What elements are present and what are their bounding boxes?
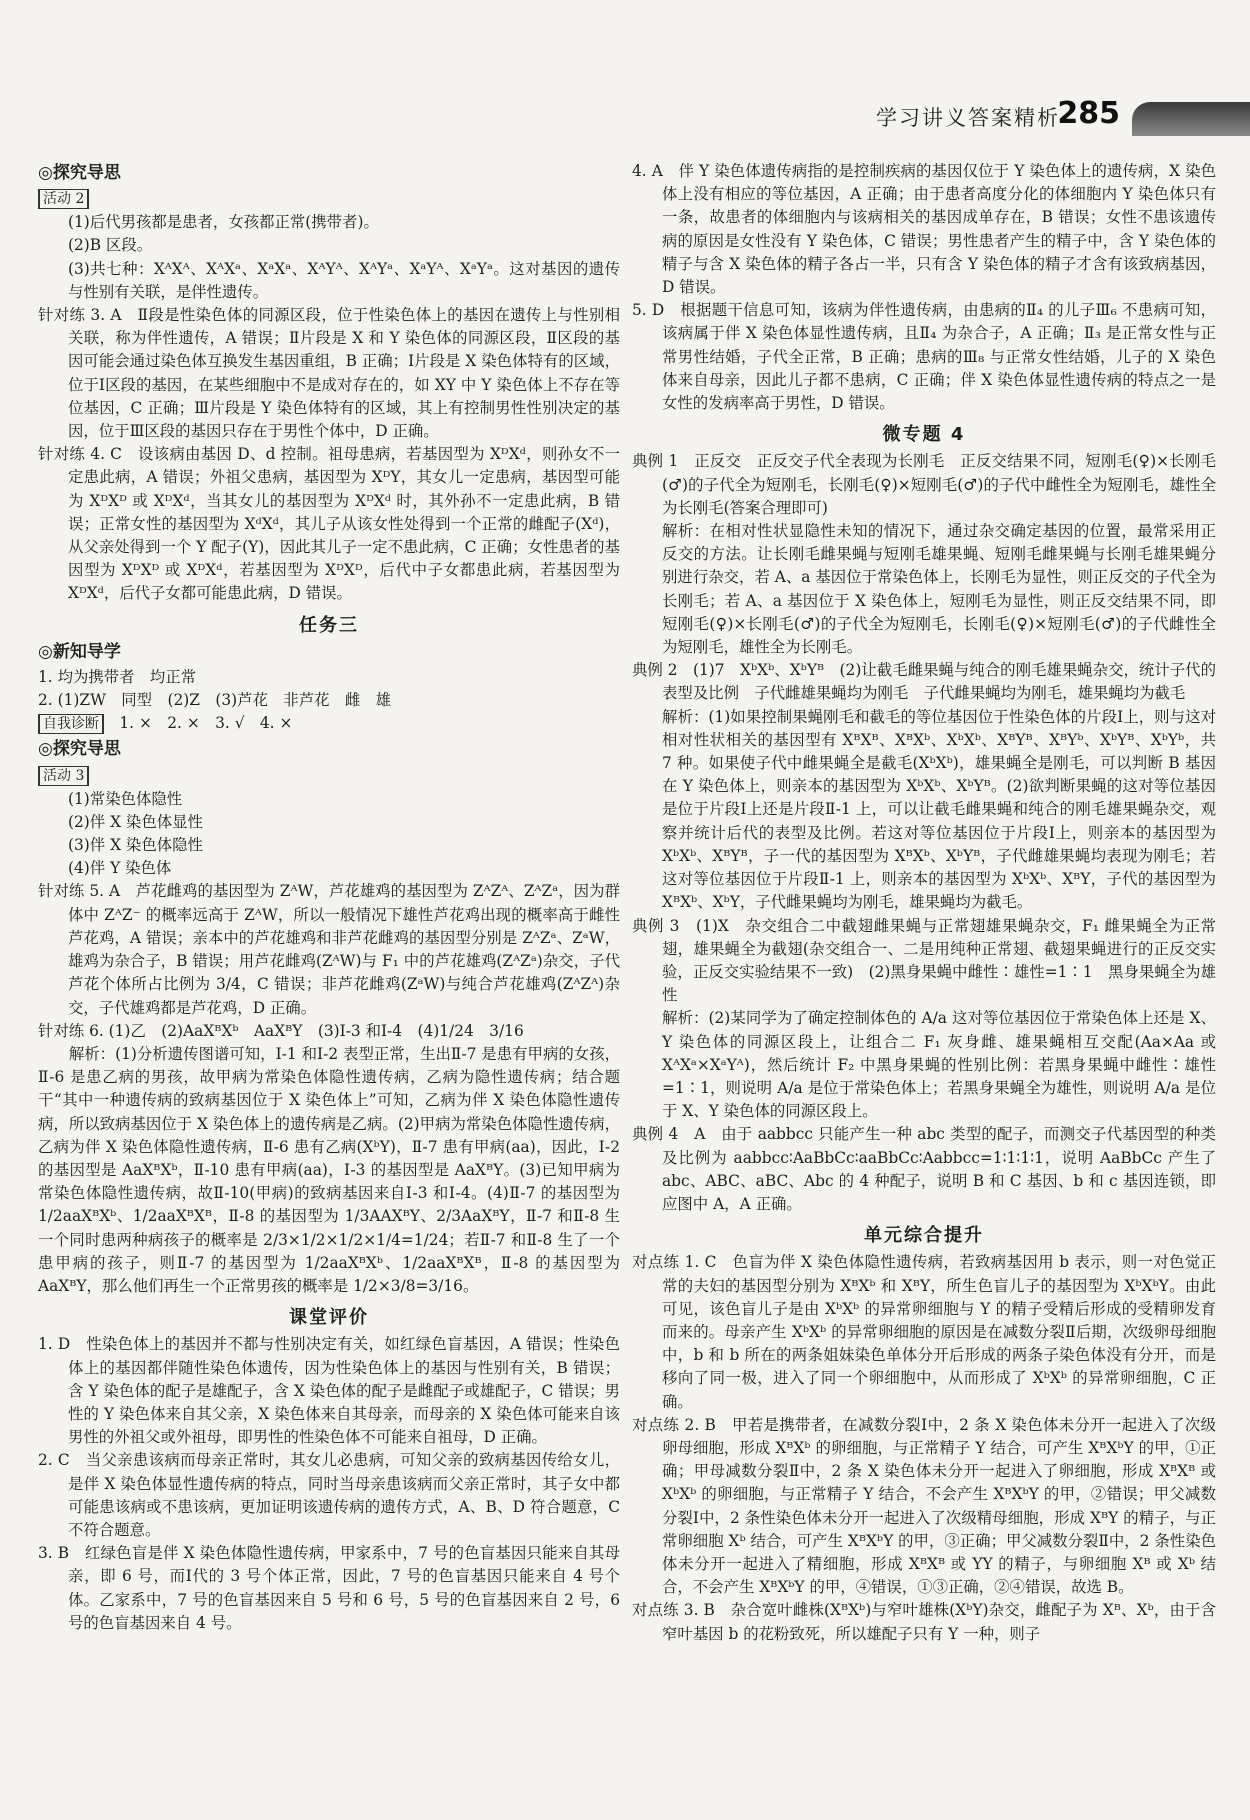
self-check-answers: 1. × 2. × 3. √ 4. × [104,714,293,733]
centered-heading: 任务三 [299,614,359,636]
answer-paragraph: (2)B 区段。 [68,236,153,255]
page-header [860,96,1250,136]
bracket-tag: 活动 3 [38,766,89,786]
answer-paragraph: 2. C 当父亲患该病而母亲正常时，其女儿必患病，可知父亲的致病基因传给女儿，是伴 X 染色体显性遗传病的特点，同时当母亲患该病而父亲正常时，其子女中都可能患该病或不患该病，更加证明该遗传病的遗传方式，A、B、D 符合题意，C 不符合题意。 [38,1451,625,1539]
answer-paragraph: 解析：(2)某同学为了确定控制体色的 A/a 这对等位基因位于常染色体上还是 X、Y 染色体的同源区段上，让组合二 F₁ 灰身雌、雄果蝇相互交配(Aa×Aa 或 XᴬXᵃ×XᵃYᴬ)，然后统计 F₂ 中黑身果蝇的性别比例：若黑身果蝇中雌性∶雄性=1∶1，则说明 A/a 是位于常染色体上；若黑身果蝇全为雄性，则说明 A/a 是位于 X、Y 染色体的同源区段上。 [662,1009,1221,1121]
answer-paragraph: 典例 3 (1)X 杂交组合二中截翅雌果蝇与正常翅雄果蝇杂交，F₁ 雌果蝇全为正常翅，雄果蝇全为截翅(杂交组合一、二是用纯种正常翅、截翅果蝇进行的正反交实验，正反交实验结果不一致) (2)黑身果蝇中雌性∶雄性=1∶1 黑身果蝇全为雄性 [632,916,1216,1005]
answer-paragraph: (4)伴 Y 染色体 [68,859,172,878]
answer-paragraph: 对点练 2. B 甲若是携带者，在减数分裂Ⅰ中，2 条 X 染色体未分开一起进入了次级卵母细胞，形成 XᴮXᵇ 的卵细胞，与正常精子 Y 结合，可产生 XᴮXᵇY 的甲，①正确；甲母减数分裂Ⅱ中，2 条 X 染色体未分开一起进入了卵细胞，形成 XᴮXᴮ 或 XᵇXᵇ 的卵细胞，与正常精子 Y 结合，不会产生 XᴮXᵇY 的甲，②错误；甲父减数分裂Ⅰ中，2 条性染色体未分开一起进入了次级精母细胞，形成 XᴮY 的精子，与正常卵细胞 Xᵇ 结合，可产生 XᴮXᵇY 的甲，③正确；甲父减数分裂Ⅱ中，2 条性染色体未分开一起进入了精细胞，形成 XᴮXᴮ 或 YY 的精子，与卵细胞 Xᴮ 或 Xᵇ 结合，不会产生 XᴮXᵇY 的甲，④错误，①③正确，②④错误，故选 B。 [632,1415,1221,1597]
answer-paragraph: 3. B 红绿色盲是伴 X 染色体隐性遗传病，甲家系中，7 号的色盲基因只能来自其母亲，即 6 号，而Ⅰ代的 3 号个体正常，因此，7 号的色盲基因只能来自 4 号个体。乙家系中，7 号的色盲基因来自 5 号和 6 号，5 号的色盲基因来自 2 号，6 号的色盲基因来自 4 号。 [38,1544,625,1632]
answer-paragraph: 对点练 3. B 杂合宽叶雌株(XᴮXᵇ)与窄叶雄株(XᵇY)杂交，雌配子为 Xᴮ、Xᵇ，由于含窄叶基因 b 的花粉致死，所以雄配子只有 Y 一种，则子 [632,1601,1216,1643]
bracket-tag: 活动 2 [38,189,89,209]
activity-label [38,712,620,736]
answer-paragraph: 2. (1)ZW 同型 (2)Z (3)芦花 非芦花 雌 雄 [38,691,392,710]
answer-paragraph: 对点练 1. C 色盲为伴 X 染色体隐性遗传病，若致病基因用 b 表示，则一对色觉正常的夫妇的基因型分别为 XᴮXᵇ 和 XᴮY，所生色盲儿子的基因型为 XᵇXᵇY。由此可见，该色盲儿子是由 XᵇXᵇ 的异常卵细胞与 Y 的精子受精后形成的受精卵发育而来的。母亲产生 XᵇXᵇ 的异常卵细胞的原因是在减数分裂Ⅱ后期，次级卵母细胞中，b 和 b 所在的两条姐妹染色单体分开后形成的两条子染色体没有分开，而是移向了同一极，进入了同一个卵细胞中，从而形成了 XᵇXᵇ 的异常卵细胞，C 正确。 [632,1253,1216,1411]
centered-heading: 单元综合提升 [864,1225,984,1247]
answer-paragraph: 解析：在相对性状显隐性未知的情况下，通过杂交确定基因的位置，最常采用正反交的方法。让长刚毛雌果蝇与短刚毛雄果蝇、短刚毛雌果蝇与长刚毛雄果蝇分别进行杂交，若 A、a 基因位于常染色体上，长刚毛为显性，则正反交的子代全为长刚毛；若 A、a 基因位于 X 染色体上，短刚毛为显性，则正反交结果不同，即短刚毛(♀)×长刚毛(♂)的子代全为短刚毛，长刚毛(♀)×短刚毛(♂)的子代雌性全为短刚毛，雄性全为长刚毛。 [662,522,1216,657]
answer-paragraph: 针对练 5. A 芦花雌鸡的基因型为 ZᴬW，芦花雄鸡的基因型为 ZᴬZᴬ、ZᴬZᵃ，因为群体中 ZᴬZ⁻ 的概率远高于 ZᴬW，所以一般情况下雄性芦花鸡出现的概率高于雌性芦花鸡，A 错误；亲本中的芦花雄鸡和非芦花雌鸡的基因型分别是 ZᴬZᵃ、ZᵃW，雄鸡为杂合子，B 错误；用芦花雌鸡(ZᴬW)与 F₁ 中的芦花雄鸡(ZᴬZᵃ)杂交，子代芦花个体所占比例为 3/4，C 错误；非芦花雌鸡(ZᵃW)与纯合芦花雄鸡(ZᴬZᴬ)杂交，子代雄鸡都是芦花鸡，D 正确。 [38,882,620,1017]
answer-paragraph: 解析：(1)分析遗传图谱可知，Ⅰ-1 和Ⅰ-2 表型正常，生出Ⅱ-7 是患有甲病的女孩，Ⅱ-6 是患乙病的男孩，故甲病为常染色体隐性遗传病，乙病为隐性遗传病；结合题干“其中一种遗传病的致病基因位于 X 染色体上”可知，乙病为伴 X 染色体隐性遗传病，所以致病基因位于 X 染色体上的遗传病是乙病。(2)甲病为常染色体隐性遗传病，乙病为伴 X 染色体隐性遗传病，Ⅱ-6 患有乙病(XᵇY)，Ⅱ-7 患有甲病(aa)，因此，Ⅰ-2 的基因型是 AaXᴮXᵇ，Ⅱ-10 患有甲病(aa)，Ⅰ-3 的基因型是 AaXᴮY。(3)已知甲病为常染色体隐性遗传病，故Ⅱ-10(甲病)的致病基因来自Ⅰ-3 和Ⅰ-4。(4)Ⅱ-7 的基因型为 1/2aaXᴮXᵇ、1/2aaXᴮXᴮ，Ⅱ-8 的基因型为 1/3AAXᴮY、2/3AaXᴮY，Ⅱ-7 和Ⅱ-8 生一个同时患两种病孩子的概率是 2/3×1/2×1/2×1/4=1/24；若Ⅱ-7 和Ⅱ-8 生了一个患甲病的孩子，则Ⅱ-7 的基因型为 1/2aaXᴮXᵇ、1/2aaXᴮXᴮ，Ⅱ-8 的基因型为 AaXᴮY，那么他们再生一个正常男孩的概率是 1/2×3/8=3/16。 [38,1044,625,1295]
left-column [38,160,625,1635]
section-heading: ◎探究导思 [38,739,121,760]
answer-paragraph: 典例 1 正反交 正反交子代全表现为长刚毛 正反交结果不同，短刚毛(♀)×长刚毛(♂)的子代全为短刚毛，长刚毛(♀)×短刚毛(♂)的子代中雌性全为短刚毛，雄性全为长刚毛(答案合理即可) [632,452,1216,517]
bracket-tag: 自我诊断 [38,714,104,734]
answer-paragraph: 解析：(1)如果控制果蝇刚毛和截毛的等位基因位于性染色体的片段Ⅰ上，则与这对相对性状相关的基因型有 XᴮXᴮ、XᴮXᵇ、XᵇXᵇ、XᴮYᴮ、XᴮYᵇ、XᵇYᴮ、XᵇYᵇ，共 7 种。如果使子代中雌果蝇全是截毛(XᵇXᵇ)，雄果蝇全是刚毛，可以判断 B 基因在 Y 染色体上，则亲本的基因型为 XᵇXᵇ、XᵇYᴮ。(2)欲判断果蝇的这对等位基因是位于片段Ⅰ上还是片段Ⅱ-1 上，可以让截毛雌果蝇和纯合的刚毛雄果蝇杂交，观察并统计后代的表型及比例。若这对等位基因位于片段Ⅰ上，则亲本的基因型为 XᵇXᵇ、XᴮYᴮ，子一代的基因型为 XᴮXᵇ、XᵇYᴮ，子代雌雄果蝇均表现为刚毛；若这对等位基因位于片段Ⅱ-1 上，则亲本的基因型为 XᵇXᵇ、XᴮY，子代的基因型为 XᴮXᵇ、XᵇY，子代雌果蝇均为刚毛，雄果蝇均为截毛。 [662,707,1221,912]
answer-paragraph: (1)常染色体隐性 [68,789,183,808]
answer-paragraph: (2)伴 X 染色体显性 [68,812,203,831]
activity-label [38,187,620,211]
answer-paragraph: 1. 均为携带者 均正常 [38,668,197,687]
answer-paragraph: (3)伴 X 染色体隐性 [68,836,203,855]
answer-paragraph: (3)共七种：XᴬXᴬ、XᴬXᵃ、XᵃXᵃ、XᴬYᴬ、XᴬYᵃ、XᵃYᴬ、XᵃYᵃ。这对基因的遗传与性别有关联，是伴性遗传。 [68,259,620,301]
header-tab-decoration [1132,102,1250,136]
answer-paragraph: 针对练 3. A Ⅱ段是性染色体的同源区段，位于性染色体上的基因在遗传上与性别相关联，称为伴性遗传，A 错误；Ⅱ片段是 X 和 Y 染色体的同源区段，Ⅱ区段的基因可能会通过染色体互换发生基因重组，B 正确；Ⅰ片段是 X 染色体特有的区域，位于Ⅰ区段的基因，在某些细胞中不是成对存在的，如 XY 中 Y 染色体上不存在等位基因，C 正确；Ⅲ片段是 Y 染色体特有的区域，其上有控制男性性别决定的基因，位于Ⅲ区段的基因只存在于男性个体中，D 正确。 [38,306,620,441]
page-number: 285 [1057,96,1120,131]
answer-paragraph: 针对练 4. C 设该病由基因 D、d 控制。祖母患病，若基因型为 XᴰXᵈ，则孙女不一定患此病，A 错误；外祖父患病，基因型为 XᴰY，其女儿一定患病，基因型可能为 XᴰXᴰ 或 XᴰXᵈ，当其女儿的基因型为 XᴰXᵈ 时，其外孙不一定患此病，B 错误；正常女性的基因型为 XᵈXᵈ，其儿子从该女性处得到一个正常的雌配子(Xᵈ)，从父亲处得到一个 Y 配子(Y)，因此其儿子一定不患此病，C 正确；女性患者的基因型为 XᴰXᴰ 或 XᴰXᵈ，若基因型为 XᴰXᴰ，后代中子女都患此病，若基因型为 XᴰXᵈ，后代子女都可能患此病，D 错误。 [38,445,625,603]
answer-paragraph: 典例 4 A 由于 aabbcc 只能产生一种 abc 类型的配子，而测交子代基因型的种类及比例为 aabbcc∶AaBbCc∶aaBbCc∶Aabbcc=1∶1∶1∶1，说明 AaBbCc 产生了 abc、ABC、aBC、Abc 的 4 种配子，说明 B 和 C 基因、b 和 c 基因连锁，即应图中 A，A 正确。 [632,1125,1221,1213]
activity-label [38,764,620,788]
answer-paragraph: 4. A 伴 Y 染色体遗传病指的是控制疾病的基因仅位于 Y 染色体上的遗传病，X 染色体上没有相应的等位基因，A 正确；由于患者高度分化的体细胞内 Y 染色体只有一条，故患者的体细胞内与该病相关的基因成单存在，B 错误；女性不患该遗传病的原因是女性没有 Y 染色体，C 错误；男性患者产生的精子中，含 Y 染色体的精子与含 X 染色体的精子各占一半，只有含 Y 染色体的精子才含有该致病基因，D 错误。 [632,162,1216,297]
answer-paragraph: 典例 2 (1)7 XᵇXᵇ、XᵇYᴮ (2)让截毛雌果蝇与纯合的刚毛雄果蝇杂交，统计子代的表型及比例 子代雌雄果蝇均为刚毛 子代雌果蝇均为刚毛，雄果蝇均为截毛 [632,661,1216,703]
answer-paragraph: 1. D 性染色体上的基因并不都与性别决定有关，如红绿色盲基因，A 错误；性染色体上的基因都伴随性染色体遗传，因为性染色体上的基因与性别有关，B 错误；含 Y 染色体的配子是雄配子，含 X 染色体的配子是雌配子或雄配子，C 错误；男性的 Y 染色体来自其父亲，X 染色体来自其母亲，而母亲的 X 染色体可能来自该男性的外祖父或外祖母，即男性的性染色体不可能来自祖母，D 正确。 [38,1335,620,1447]
answer-paragraph: (1)后代男孩都是患者，女孩都正常(携带者)。 [68,213,379,232]
answer-paragraph: 针对练 6. (1)乙 (2)AaXᴮXᵇ AaXᴮY (3)Ⅰ-3 和Ⅰ-4 (4)1/24 3/16 [38,1021,524,1040]
section-heading: ◎新知导学 [38,641,121,662]
centered-heading: 课堂评价 [289,1307,369,1329]
section-heading: ◎探究导思 [38,163,121,183]
answer-paragraph: 5. D 根据题干信息可知，该病为伴性遗传病，由患病的Ⅱ₄ 的儿子Ⅲ₆ 不患病可知，该病属于伴 X 染色体显性遗传病，且Ⅱ₄ 为杂合子，A 正确；Ⅱ₃ 是正常女性与正常男性结婚，子代全正常，B 正确；患病的Ⅲ₈ 与正常女性结婚，儿子的 X 染色体来自母亲，因此儿子都不患病，C 正确；伴 X 染色体显性遗传病的特点之一是女性的发病率高于男性，D 错误。 [632,301,1216,413]
header-title: 学习讲义答案精析 [876,106,1060,130]
centered-heading: 微专题 4 [882,424,966,446]
right-column [632,160,1221,1646]
